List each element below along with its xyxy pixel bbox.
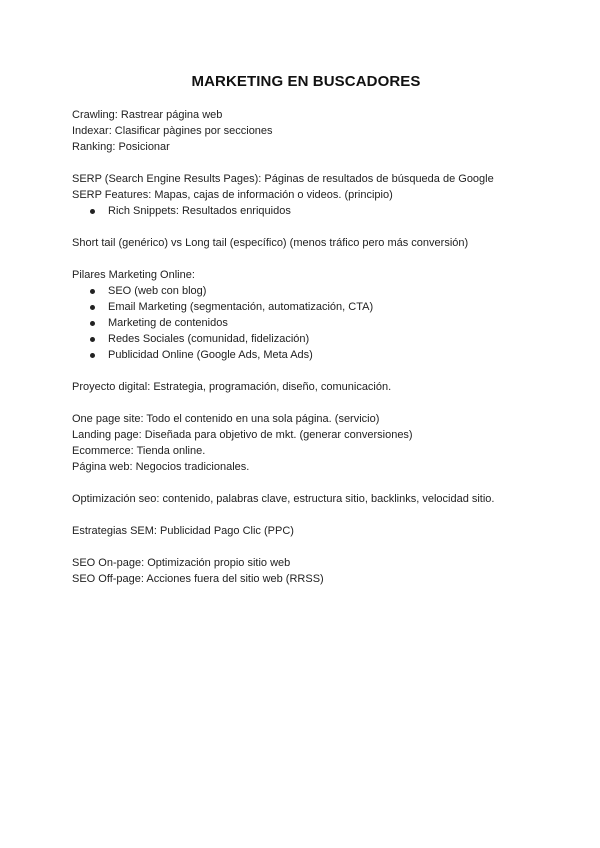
list-item <box>86 331 540 347</box>
site-types <box>72 411 540 475</box>
bullet-icon <box>90 305 95 310</box>
definition-landing-page: Landing page: Diseñada para objetivo de mkt. (generar conversiones) <box>72 429 413 441</box>
sem-strategies <box>72 523 540 539</box>
spacer <box>72 539 540 555</box>
spacer <box>72 475 540 491</box>
list-item-text: Redes Sociales (comunidad, fidelización) <box>108 333 310 345</box>
spacer <box>72 155 540 171</box>
pilares-bullet-list <box>72 283 540 363</box>
seo-optimization <box>72 491 540 507</box>
definition-crawling: Crawling: Rastrear página web <box>72 109 223 121</box>
definition-estrategias-sem: Estrategias SEM: Publicidad Pago Clic (PPC) <box>72 525 294 537</box>
seo-on-off-page <box>72 555 540 587</box>
list-item-text: Rich Snippets: Resultados enriquidos <box>108 205 291 217</box>
list-item-text: Publicidad Online (Google Ads, Meta Ads) <box>108 349 313 361</box>
definition-optimizacion-seo: Optimización seo: contenido, palabras clave, estructura sitio, backlinks, velocidad sitio. <box>72 493 495 505</box>
list-item <box>86 347 540 363</box>
tail-definition <box>72 235 540 251</box>
definition-seo-off-page: SEO Off-page: Acciones fuera del sitio web (RRSS) <box>72 573 324 585</box>
definition-serp: SERP (Search Engine Results Pages): Páginas de resultados de búsqueda de Google <box>72 173 494 185</box>
list-item-text: Marketing de contenidos <box>108 317 228 329</box>
document-title: MARKETING EN BUSCADORES <box>191 73 421 90</box>
definition-serp-features: SERP Features: Mapas, cajas de información o videos. (principio) <box>72 189 393 201</box>
bullet-icon <box>90 321 95 326</box>
definition-ecommerce: Ecommerce: Tienda online. <box>72 445 206 457</box>
serp-definitions <box>72 171 540 203</box>
definition-proyecto-digital: Proyecto digital: Estrategia, programación, diseño, comunicación. <box>72 381 392 393</box>
list-item <box>86 299 540 315</box>
definition-indexar: Indexar: Clasificar pàgines por secciones <box>72 125 273 137</box>
definition-seo-on-page: SEO On-page: Optimización propio sitio web <box>72 557 291 569</box>
definition-ranking: Ranking: Posicionar <box>72 141 170 153</box>
crawling-definitions <box>72 107 540 155</box>
definition-one-page-site: One page site: Todo el contenido en una sola página. (servicio) <box>72 413 380 425</box>
proyecto-digital <box>72 379 540 395</box>
bullet-icon <box>90 209 95 214</box>
spacer <box>72 251 540 267</box>
spacer <box>72 507 540 523</box>
list-item-text: SEO (web con blog) <box>108 285 207 297</box>
bullet-icon <box>90 353 95 358</box>
serp-bullet-list <box>72 203 540 219</box>
spacer <box>72 219 540 235</box>
bullet-icon <box>90 337 95 342</box>
bullet-icon <box>90 289 95 294</box>
list-item <box>86 283 540 299</box>
list-item-text: Email Marketing (segmentación, automatización, CTA) <box>108 301 374 313</box>
list-item <box>86 203 540 219</box>
definition-pagina-web: Página web: Negocios tradicionales. <box>72 461 250 473</box>
pilares-heading-text: Pilares Marketing Online: <box>72 269 195 281</box>
pilares-heading <box>72 267 540 283</box>
definition-short-long-tail: Short tail (genérico) vs Long tail (específico) (menos tráfico pero más conversión) <box>72 237 469 249</box>
spacer <box>72 363 540 379</box>
spacer <box>72 395 540 411</box>
list-item <box>86 315 540 331</box>
